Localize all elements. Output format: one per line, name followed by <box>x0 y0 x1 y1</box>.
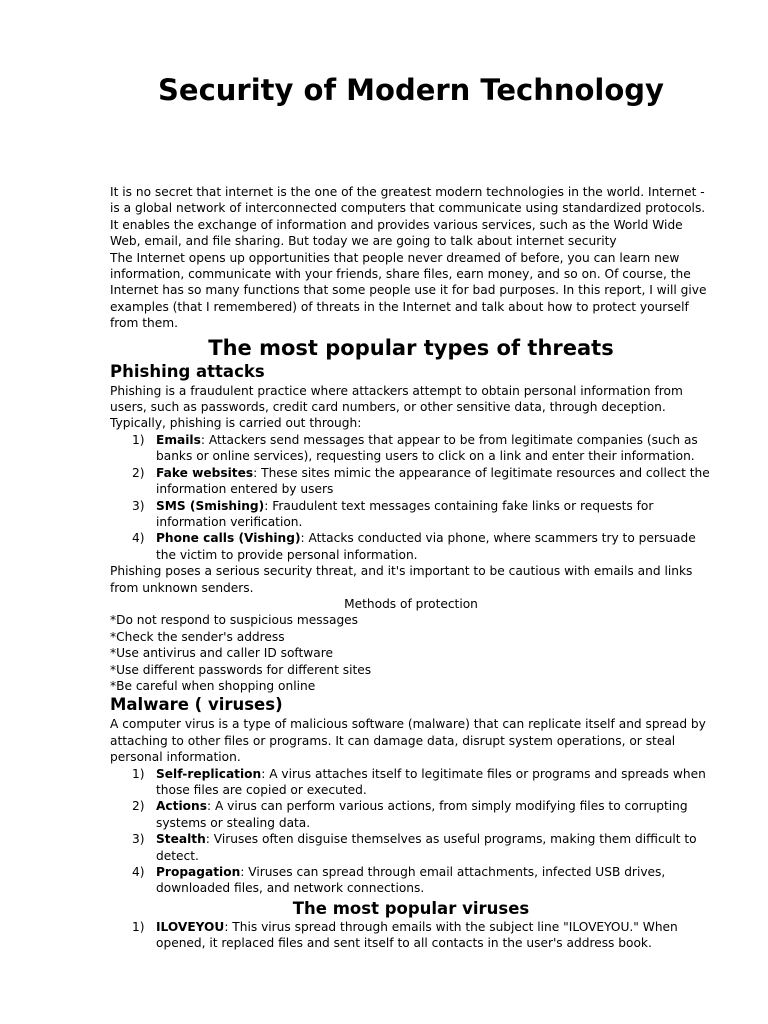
list-item <box>110 530 712 563</box>
list-term: Self-replication <box>156 766 262 781</box>
phishing-outro: Phishing poses a serious security threat, and it's important to be cautious with emails and links from unknown senders. <box>110 564 693 595</box>
list-term: Fake websites <box>156 465 254 480</box>
list-term: Phone calls (Vishing) <box>156 531 301 546</box>
popular-viruses-list <box>110 919 712 952</box>
list-item <box>110 766 712 799</box>
list-text: : A virus can perform various actions, from simply modifying files to corrupting systems or stealing data. <box>156 799 688 830</box>
list-text: : Viruses often disguise themselves as useful programs, making them difficult to detect. <box>156 832 697 863</box>
list-text: : This virus spread through emails with the subject line "ILOVEYOU." When opened, it replaced files and sent itself to all contacts in the user's address book. <box>156 919 678 951</box>
protection-item: *Use antivirus and caller ID software <box>110 646 333 661</box>
protection-item: *Use different passwords for different sites <box>110 662 372 677</box>
intro-section <box>110 184 712 952</box>
malware-list <box>110 766 712 897</box>
list-text: : Attacks conducted via phone, where scammers try to persuade the victim to provide personal information. <box>156 531 696 562</box>
list-number: 4) <box>132 531 145 546</box>
protection-heading: Methods of protection <box>344 596 478 611</box>
malware-intro: A computer virus is a type of malicious software (malware) that can replicate itself and spread by attaching to other files or programs. It can damage data, disrupt system operations, or steal personal information. <box>110 717 706 765</box>
list-term: Propagation <box>156 865 241 880</box>
list-number: 1) <box>132 919 145 934</box>
intro-paragraph-1: It is no secret that internet is the one of the greatest modern technologies in the world. Internet - is a global network of interconnected computers that communicate using standardized protocols. It enables the exchange of information and provides various services, such as the World Wide Web, email, and file sharing. But today we are going to talk about internet security <box>110 185 706 249</box>
list-number: 3) <box>132 832 145 847</box>
list-item <box>110 798 712 831</box>
list-number: 3) <box>132 498 145 513</box>
list-number: 2) <box>132 465 145 480</box>
intro-paragraph-2: The Internet opens up opportunities that people never dreamed of before, you can learn new information, communicate with your friends, share files, earn money, and so on. Of course, the Internet has so many functions that some people use it for bad purposes. In this report, I will give examples (that I remembered) of threats in the Internet and talk about how to protect yourself from them. <box>110 250 707 331</box>
protection-item: *Check the sender's address <box>110 629 285 644</box>
page-title: Security of Modern Technology <box>158 73 664 107</box>
list-item <box>110 498 712 531</box>
list-item <box>110 432 712 465</box>
list-text: : These sites mimic the appearance of legitimate resources and collect the information entered by users <box>156 465 710 497</box>
protection-item: *Do not respond to suspicious messages <box>110 613 359 628</box>
phishing-intro: Phishing is a fraudulent practice where attackers attempt to obtain personal information from users, such as passwords, credit card numbers, or other sensitive data, through deception. Typically, phishing is carried out through: <box>110 383 683 431</box>
list-item <box>110 864 712 897</box>
list-item <box>110 831 712 864</box>
list-text: : A virus attaches itself to legitimate files or programs and spreads when those files are copied or executed. <box>156 766 706 797</box>
list-number: 4) <box>132 865 145 880</box>
list-term: Stealth <box>156 832 206 847</box>
list-number: 1) <box>132 766 145 781</box>
phishing-list <box>110 432 712 563</box>
malware-heading: Malware ( viruses) <box>110 695 283 715</box>
list-term: Emails <box>156 432 201 447</box>
phishing-heading: Phishing attacks <box>110 361 265 381</box>
list-text: : Viruses can spread through email attachments, infected USB drives, downloaded files, and network connections. <box>156 865 666 896</box>
popular-viruses-heading: The most popular viruses <box>292 898 530 918</box>
list-item <box>110 919 712 952</box>
list-number: 2) <box>132 799 145 814</box>
list-term: ILOVEYOU <box>156 919 225 934</box>
list-term: Actions <box>156 799 207 814</box>
threats-heading: The most popular types of threats <box>208 335 614 360</box>
list-text: : Fraudulent text messages containing fake links or requests for information verification. <box>156 498 654 529</box>
list-item <box>110 465 712 498</box>
protection-item: *Be careful when shopping online <box>110 678 316 693</box>
list-number: 1) <box>132 432 145 447</box>
list-text: : Attackers send messages that appear to be from legitimate companies (such as banks or online services), requesting users to click on a link and enter their information. <box>156 432 698 464</box>
list-term: SMS (Smishing) <box>156 498 265 513</box>
